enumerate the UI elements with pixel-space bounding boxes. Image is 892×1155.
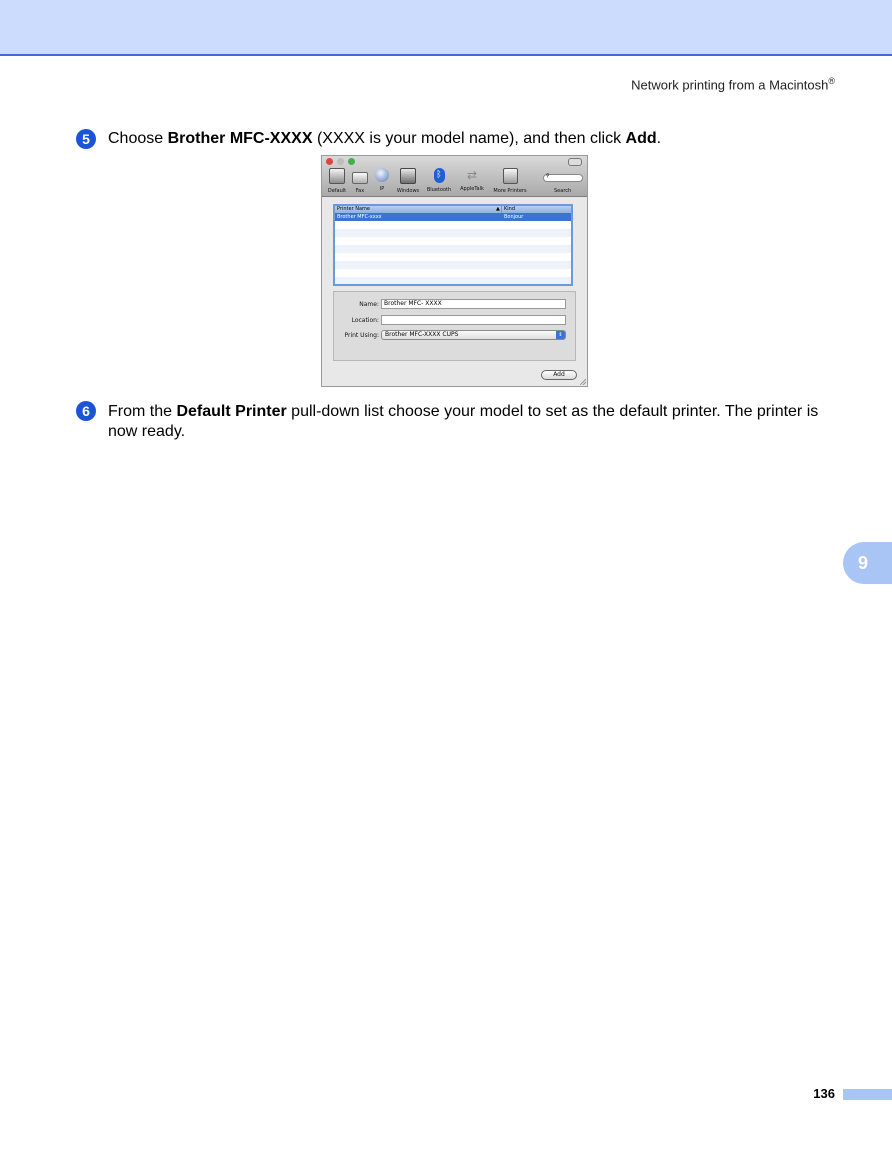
step-5-text-2: (XXXX is your model name), and then click xyxy=(312,130,626,147)
printer-details-box xyxy=(333,291,576,361)
toolbar-appletalk[interactable] xyxy=(457,168,487,192)
close-window-button[interactable] xyxy=(326,158,333,165)
step-6-number: 6 xyxy=(76,401,96,421)
top-band xyxy=(0,0,892,56)
updown-arrows-icon: ⇕ xyxy=(556,331,565,339)
name-field[interactable]: Brother MFC- XXXX xyxy=(381,299,566,309)
step-5-number: 5 xyxy=(76,129,96,149)
zoom-window-button[interactable] xyxy=(348,158,355,165)
print-using-select[interactable] xyxy=(381,330,566,340)
search-icon: ⚲ xyxy=(546,173,550,179)
minimize-window-button[interactable] xyxy=(337,158,344,165)
toolbar-ip-label: IP xyxy=(379,186,385,192)
sort-ascending-icon: ▲ xyxy=(496,206,500,212)
toolbar-more-printers-label: More Printers xyxy=(493,188,527,194)
printer-icon xyxy=(400,168,416,184)
chapter-tab: 9 xyxy=(843,542,892,584)
toolbar-ip[interactable] xyxy=(372,168,392,192)
toolbar-more-printers[interactable] xyxy=(490,168,530,194)
toolbar-default-label: Default xyxy=(327,188,347,194)
globe-icon xyxy=(375,168,389,182)
print-using-label: Print Using: xyxy=(344,332,379,339)
step-6-default-printer: Default Printer xyxy=(176,403,287,420)
dialog-toolbar xyxy=(322,156,587,197)
printer-row-kind: Bonjour xyxy=(504,214,524,220)
printer-row[interactable] xyxy=(335,213,571,221)
column-printer-name[interactable]: Printer Name xyxy=(337,206,370,212)
step-6-text-1: From the xyxy=(108,403,177,420)
toolbar-fax-label: Fax xyxy=(355,188,365,194)
search-label: Search xyxy=(554,188,572,194)
step-6-text xyxy=(108,402,838,442)
search-input[interactable] xyxy=(543,174,583,182)
step-5-model-name: Brother MFC-XXXX xyxy=(167,130,313,147)
toolbar-default[interactable] xyxy=(324,168,350,194)
toolbar-fax[interactable] xyxy=(349,168,371,194)
printer-list[interactable] xyxy=(333,204,573,286)
step-6-text-2: pull-down list choose your model to set as the default printer. The printer is now ready. xyxy=(108,403,819,440)
toolbar-bluetooth[interactable] xyxy=(425,168,453,193)
printer-icon xyxy=(503,168,518,184)
appletalk-icon: ⇄ xyxy=(466,168,478,182)
location-field[interactable] xyxy=(381,315,566,325)
printer-icon xyxy=(329,168,345,184)
column-kind[interactable]: Kind xyxy=(504,206,516,212)
resize-grip-icon[interactable] xyxy=(580,379,586,385)
fax-icon xyxy=(352,172,368,184)
column-divider xyxy=(501,206,502,213)
running-header xyxy=(631,76,835,92)
add-button[interactable]: Add xyxy=(541,370,577,380)
empty-row xyxy=(335,277,571,284)
step-5-text xyxy=(108,129,828,149)
empty-row xyxy=(335,229,571,237)
print-using-value: Brother MFC-XXXX CUPS xyxy=(385,331,459,338)
page-number-bar xyxy=(843,1089,892,1100)
name-label: Name: xyxy=(359,301,379,308)
page-number: 136 xyxy=(813,1086,835,1101)
bluetooth-icon: ᛒ xyxy=(434,168,445,183)
step-5-add-word: Add xyxy=(625,130,657,147)
step-5-text-3: . xyxy=(656,130,662,147)
empty-row xyxy=(335,245,571,253)
empty-row xyxy=(335,261,571,269)
step-5-text-1: Choose xyxy=(108,130,168,147)
printer-row-name: Brother MFC-xxxx xyxy=(337,214,382,220)
printer-list-header xyxy=(335,206,571,213)
toolbar-appletalk-label: AppleTalk xyxy=(460,186,484,192)
location-label: Location: xyxy=(351,317,379,324)
printer-browser-dialog xyxy=(321,155,588,387)
toolbar-bluetooth-label: Bluetooth xyxy=(426,187,452,193)
toolbar-windows[interactable] xyxy=(394,168,422,194)
registered-mark: ® xyxy=(828,76,835,86)
running-title: Network printing from a Macintosh xyxy=(631,77,829,93)
toolbar-windows-label: Windows xyxy=(396,188,420,194)
toolbar-toggle-button[interactable] xyxy=(568,158,582,166)
